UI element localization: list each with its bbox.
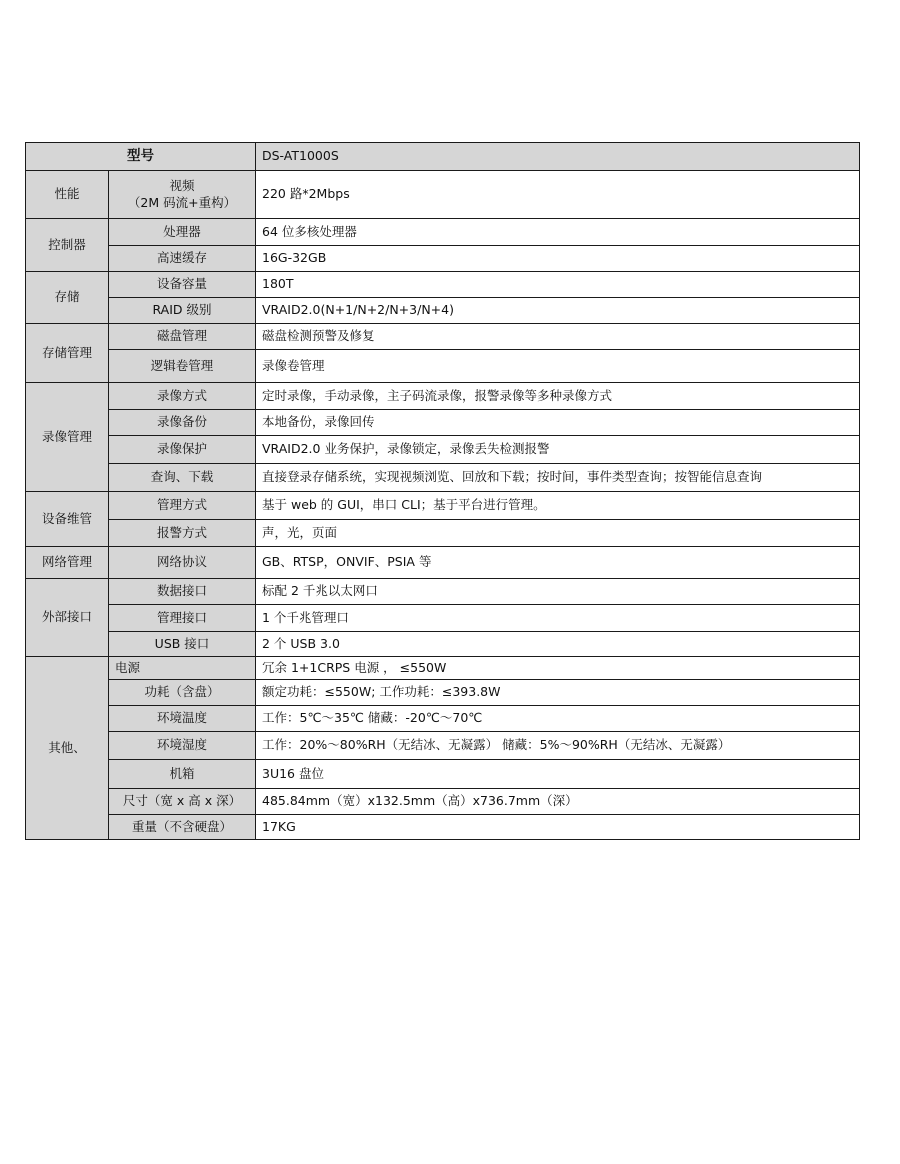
row-label: 磁盘管理 — [109, 324, 256, 350]
row-value: 录像卷管理 — [256, 350, 860, 383]
row-value: 3U16 盘位 — [256, 760, 860, 789]
category-network: 网络管理 — [26, 547, 109, 579]
row-value: VRAID2.0 业务保护，录像锁定，录像丢失检测报警 — [256, 436, 860, 464]
table-row — [26, 657, 860, 680]
table-row — [26, 350, 860, 383]
row-value: 64 位多核处理器 — [256, 219, 860, 246]
table-row — [26, 171, 860, 219]
table-row — [26, 632, 860, 657]
row-value: 额定功耗：≤550W; 工作功耗：≤393.8W — [256, 680, 860, 706]
table-row — [26, 789, 860, 815]
row-value: 220 路*2Mbps — [256, 171, 860, 219]
table-row — [26, 680, 860, 706]
row-value: 17KG — [256, 815, 860, 840]
row-label: 查询、下载 — [109, 464, 256, 492]
video-label-line1: 视频 — [169, 177, 195, 193]
row-value: 标配 2 千兆以太网口 — [256, 579, 860, 605]
model-value: DS-AT1000S — [256, 143, 860, 171]
row-value: 工作：20%～80%RH（无结冰、无凝露） 储藏：5%～90%RH（无结冰、无凝露） — [256, 732, 860, 760]
table-row — [26, 492, 860, 520]
row-label: 机箱 — [109, 760, 256, 789]
table-row — [26, 520, 860, 547]
row-value: 485.84mm（宽）x132.5mm（高）x736.7mm（深） — [256, 789, 860, 815]
row-label: RAID 级别 — [109, 298, 256, 324]
row-label: 设备容量 — [109, 272, 256, 298]
row-label: 录像备份 — [109, 410, 256, 436]
table-row — [26, 579, 860, 605]
row-label: 处理器 — [109, 219, 256, 246]
row-value: 声，光，页面 — [256, 520, 860, 547]
table-row — [26, 464, 860, 492]
row-label: 网络协议 — [109, 547, 256, 579]
row-label: 数据接口 — [109, 579, 256, 605]
row-value: 定时录像，手动录像，主子码流录像，报警录像等多种录像方式 — [256, 383, 860, 410]
row-value: 1 个千兆管理口 — [256, 605, 860, 632]
row-label: 报警方式 — [109, 520, 256, 547]
row-value: 基于 web 的 GUI，串口 CLI；基于平台进行管理。 — [256, 492, 860, 520]
row-value: 2 个 USB 3.0 — [256, 632, 860, 657]
category-storage: 存储 — [26, 272, 109, 324]
table-row — [26, 410, 860, 436]
category-other: 其他、 — [26, 657, 109, 840]
table-row — [26, 246, 860, 272]
row-label: 管理接口 — [109, 605, 256, 632]
category-perf: 性能 — [26, 171, 109, 219]
table-row — [26, 732, 860, 760]
row-label: 功耗（含盘） — [109, 680, 256, 706]
category-external-ports: 外部接口 — [26, 579, 109, 657]
table-row — [26, 760, 860, 789]
row-value: GB、RTSP，ONVIF、PSIA 等 — [256, 547, 860, 579]
row-label: 重量（不含硬盘） — [109, 815, 256, 840]
category-storage-mgmt: 存储管理 — [26, 324, 109, 383]
table-row — [26, 436, 860, 464]
model-label: 型号 — [26, 143, 256, 171]
table-row — [26, 815, 860, 840]
row-label: 逻辑卷管理 — [109, 350, 256, 383]
table-row — [26, 143, 860, 171]
category-controller: 控制器 — [26, 219, 109, 272]
row-label: 环境温度 — [109, 706, 256, 732]
video-label-line2: （2M 码流+重构） — [127, 194, 237, 210]
row-value: 冗余 1+1CRPS 电源 ， ≤550W — [256, 657, 860, 680]
row-value: 180T — [256, 272, 860, 298]
row-value: 磁盘检测预警及修复 — [256, 324, 860, 350]
row-value: 直接登录存储系统，实现视频浏览、回放和下载；按时间，事件类型查询；按智能信息查询 — [256, 464, 860, 492]
table-row — [26, 706, 860, 732]
row-label: 尺寸（宽 x 高 x 深） — [109, 789, 256, 815]
table-row — [26, 272, 860, 298]
row-value: 工作：5℃～35℃ 储藏：-20℃～70℃ — [256, 706, 860, 732]
table-row — [26, 324, 860, 350]
category-maintenance: 设备维管 — [26, 492, 109, 547]
row-label: 高速缓存 — [109, 246, 256, 272]
row-label: 电源 — [109, 657, 256, 680]
row-value: VRAID2.0(N+1/N+2/N+3/N+4) — [256, 298, 860, 324]
table-row — [26, 219, 860, 246]
table-row — [26, 547, 860, 579]
row-label: USB 接口 — [109, 632, 256, 657]
spec-table — [25, 142, 860, 840]
category-recording: 录像管理 — [26, 383, 109, 492]
row-label: 录像方式 — [109, 383, 256, 410]
row-label — [109, 171, 256, 219]
row-label: 管理方式 — [109, 492, 256, 520]
row-label: 环境湿度 — [109, 732, 256, 760]
row-label: 录像保护 — [109, 436, 256, 464]
row-value: 本地备份，录像回传 — [256, 410, 860, 436]
table-row — [26, 383, 860, 410]
table-row — [26, 605, 860, 632]
table-row — [26, 298, 860, 324]
row-value: 16G-32GB — [256, 246, 860, 272]
